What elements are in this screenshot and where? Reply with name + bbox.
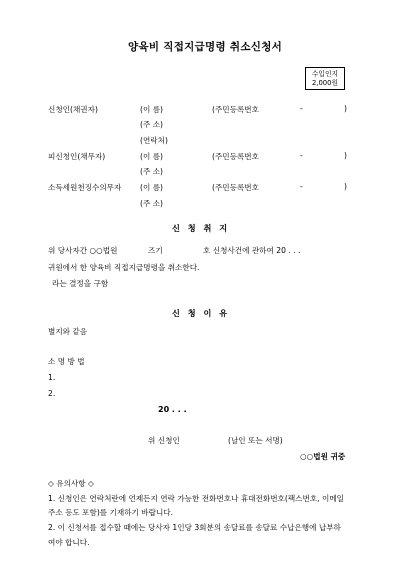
evidence-item-1: 1. <box>48 373 56 382</box>
purpose-line1-case: 즈기 <box>148 246 163 255</box>
payer-id-close: ) <box>344 182 347 191</box>
purpose-line1-date: 호 신청사건에 관하여 20 . . . <box>203 246 301 255</box>
respondent-id-close: ) <box>344 151 347 160</box>
signature-seal-label: (날인 또는 서명) <box>228 436 283 445</box>
signature-applicant-label: 위 신청인 <box>148 436 180 445</box>
applicant-contact-label: (연락처) <box>140 136 168 145</box>
applicant-id-label: (주민등록번호 <box>212 105 259 114</box>
payer-id-dash: - <box>300 182 303 191</box>
note-1-line-2: 주소 등도 포함)를 기재하기 바랍니다. <box>48 508 174 517</box>
evidence-item-2: 2. <box>48 389 56 398</box>
respondent-id-dash: - <box>300 151 303 160</box>
applicant-role: 신청인(채권자) <box>48 105 98 114</box>
stamp-label: 수입인지 <box>311 69 339 78</box>
reason-heading: 신 청 이 유 <box>172 308 230 318</box>
purpose-heading: 신 청 취 지 <box>172 223 230 233</box>
stamp-amount: 2,000원 <box>311 78 339 87</box>
note-1-line-1: 1. 신청인은 연락처란에 언제든지 연락 가능한 전화번호나 휴대전화번호(팩스번호, 이메일 <box>48 494 345 503</box>
note-2-line-1: 2. 이 신청서를 접수할 때에는 당사자 1인당 3회분의 송달료를 송달료 수납은행에 납부하 <box>48 523 341 532</box>
purpose-line3: 라는 결정을 구함 <box>52 279 109 288</box>
filing-date: 20 . . . <box>158 405 187 414</box>
applicant-id-close: ) <box>344 104 347 113</box>
applicant-address-label: (주 소) <box>140 120 164 129</box>
document-title: 양육비 직접지급명령 취소신청서 <box>128 41 283 53</box>
payer-name-label: (이 름) <box>140 183 164 192</box>
payer-role: 소득세원천징수의무자 <box>48 183 122 192</box>
applicant-name-label: (이 름) <box>140 105 164 114</box>
purpose-line1-court: 위 당사자간 ○○법원 <box>48 246 118 255</box>
respondent-role: 피신청인(채무자) <box>48 152 106 161</box>
reason-text: 별지와 같음 <box>48 327 88 336</box>
payer-address-label: (주 소) <box>140 199 164 208</box>
applicant-id-dash: - <box>300 104 303 113</box>
purpose-line2: 귀원에서 한 양육비 직접지급명령을 취소한다. <box>48 263 200 272</box>
notes-heading: ◇ 유의사항 ◇ <box>48 479 94 488</box>
evidence-heading: 소 명 방 법 <box>48 357 85 366</box>
payer-id-label: (주민등록번호 <box>212 183 259 192</box>
respondent-name-label: (이 름) <box>140 152 164 161</box>
court-addressee: ○○법원 귀중 <box>300 452 346 461</box>
revenue-stamp-box <box>305 67 345 90</box>
respondent-address-label: (주 소) <box>140 167 164 176</box>
respondent-id-label: (주민등록번호 <box>212 152 259 161</box>
note-2-line-2: 여야 합니다. <box>48 538 90 547</box>
